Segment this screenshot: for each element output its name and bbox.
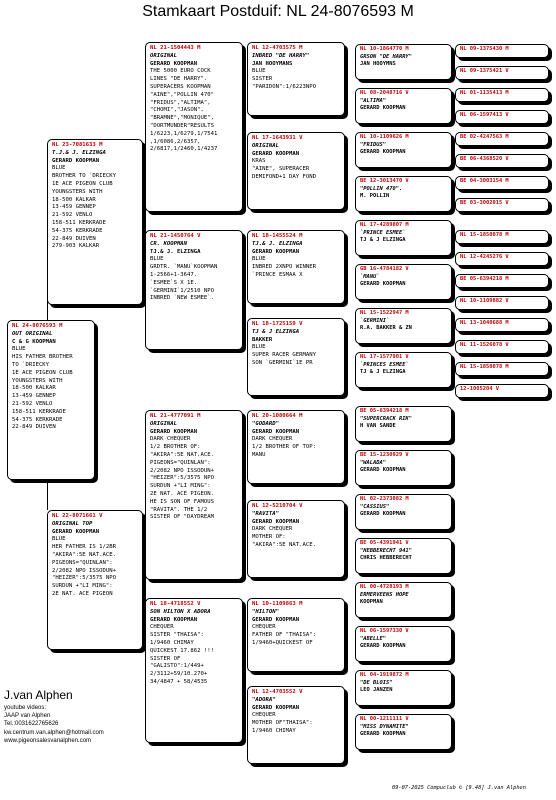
pigeon-note: BLUE xyxy=(252,68,266,75)
pigeon-note: `GERMINI`1/2510 NPO xyxy=(150,287,214,294)
pigeon-note: 1-2566+1-3647. xyxy=(150,271,198,278)
pigeon-note: CHEQUER xyxy=(252,624,276,631)
pigeon-card-g4[interactable] xyxy=(355,538,452,574)
pigeon-card-g4[interactable] xyxy=(355,626,452,662)
pigeon-note: DARK CHEQUER xyxy=(252,436,293,443)
pigeon-card-g4[interactable] xyxy=(355,406,452,442)
pigeon-note: "DORTMUNDER"RESULTS xyxy=(150,122,214,129)
pigeon-note: HIS FATHER BROTHER xyxy=(12,354,73,361)
ring-number: NL 15-1850078 M xyxy=(460,232,509,238)
owner-name: JAN HOOYMANS xyxy=(252,60,293,67)
pigeon-note: PIGEONS="QUINLAN": xyxy=(150,459,211,466)
pigeon-name: `PRINCES ESMEE` xyxy=(360,361,409,368)
pigeon-card-mm[interactable] xyxy=(145,598,243,743)
pigeon-name: "MISS DYNAMITE" xyxy=(360,723,409,730)
ring-number: NL 17-4289807 M xyxy=(360,222,409,228)
pigeon-note: 1/6223,1/6279,1/7541 xyxy=(150,130,218,137)
pigeon-note: SUPERACERS KOOPMAN xyxy=(150,83,211,90)
pigeon-card-g4[interactable] xyxy=(355,494,452,530)
pigeon-card-g5[interactable] xyxy=(455,230,549,244)
pigeon-note: LINES "DE HARRY". xyxy=(150,76,208,83)
pigeon-card-g4[interactable] xyxy=(355,670,452,706)
pigeon-note: "HEIZER":5/3575 NPO xyxy=(150,475,214,482)
pigeon-note: DARK CHEQUER xyxy=(252,526,293,533)
ring-number: NL 06-1597330 V xyxy=(360,628,409,634)
pigeon-note: 13-459 GENNEP xyxy=(52,204,96,211)
pigeon-card-g5[interactable] xyxy=(455,340,549,354)
ring-number: NL 17-1643931 V xyxy=(252,135,303,141)
pigeon-note: INBRED 2XNPO WINNER xyxy=(252,264,316,271)
pigeon-note: 18-500 KALKAR xyxy=(12,385,56,392)
owner-name: GERARD KOOPMAN xyxy=(52,157,100,164)
pigeon-card-g5[interactable] xyxy=(455,274,549,288)
ring-number: NL 06-1597413 V xyxy=(460,112,509,118)
pigeon-name: CR. KOOPMAN xyxy=(150,240,188,247)
ring-number: BE 03-3002015 V xyxy=(460,200,509,206)
pigeon-note: BLUE xyxy=(252,256,266,263)
pigeon-note: 1/2 BROTHER OF: xyxy=(150,444,201,451)
pigeon-note: QUICKEST 17.862 !!! xyxy=(150,647,214,654)
pigeon-note: "AKIRA":5E NAT.ACE. xyxy=(150,451,214,458)
pigeon-note: `PRINCE ESMAA X xyxy=(252,271,303,278)
ring-number: NL 10-1109626 M xyxy=(360,134,409,140)
pigeon-card-fmf[interactable] xyxy=(247,230,345,304)
owner-name: GERARD KOOPMAN xyxy=(360,511,406,518)
owner-name: GERARD KOOPMAN xyxy=(252,150,300,157)
pigeon-name: "HILTON" xyxy=(252,608,279,615)
pigeon-note: SISTER OF "DAYDREAM xyxy=(150,514,214,521)
pigeon-note: TO `DRIECKY xyxy=(12,361,50,368)
pigeon-note: HER FATHER IS 1/2BR xyxy=(52,544,116,551)
connector xyxy=(47,480,48,510)
pigeon-note: 18-500 KALKAR xyxy=(52,196,96,203)
pigeon-note: "PARIDON":1/6223NPO xyxy=(252,83,316,90)
page-title: Stamkaart Postduif: NL 24-8076593 M xyxy=(142,3,414,20)
ring-number: BE 02-4247563 M xyxy=(460,134,509,140)
owner-name: GERARD KOOPMAN xyxy=(252,616,300,623)
pigeon-card-fff[interactable] xyxy=(247,42,345,116)
owner-name: TJ.& J. ELZINGA xyxy=(150,248,201,255)
footer-line: youtube videos: xyxy=(4,705,47,711)
pigeon-card-ffm[interactable] xyxy=(247,132,345,210)
pigeon-name: "RAVITA" xyxy=(252,510,279,517)
pigeon-card-mfm[interactable] xyxy=(247,500,345,578)
ring-number: NL 10-1109863 M xyxy=(252,601,303,607)
pigeon-name: "SUPERCRACK RIK" xyxy=(360,415,412,422)
pigeon-name: "FRIDUS" xyxy=(360,141,386,148)
footer-brand: J.van Alphen xyxy=(4,688,73,702)
footer-website[interactable]: www.pigeonsalesvanalphen.com xyxy=(4,737,92,744)
ring-number: NL 23-7081633 M xyxy=(52,142,103,148)
pigeon-card-mf[interactable] xyxy=(145,410,243,580)
pigeon-card-g5[interactable] xyxy=(455,318,549,332)
pigeon-card-g4[interactable] xyxy=(355,132,452,168)
ring-number: NL 24-8076593 M xyxy=(12,323,63,329)
ring-number: 12-1005204 V xyxy=(460,386,499,392)
print-stamp: 09-07-2025 Compuclub © [9.48] J.van Alphen xyxy=(392,785,526,791)
pigeon-card-fmm[interactable] xyxy=(247,318,345,396)
pigeon-note: KRAS xyxy=(252,158,266,165)
ring-number: NL 10-1109882 V xyxy=(460,298,509,304)
pigeon-note: BLUE xyxy=(252,344,266,351)
pigeon-note: "RAVITA". THE 1/2 xyxy=(150,506,208,513)
ring-number: NL 04-1919872 M xyxy=(360,672,409,678)
pigeon-card-g4[interactable] xyxy=(355,44,452,80)
pigeon-name: T.J.& J. ELZINGA xyxy=(52,149,106,156)
pigeon-note: "FRIDUS","ALTIMA", xyxy=(150,99,211,106)
pigeon-note: 34/4847 + 58/4535 xyxy=(150,678,208,685)
pigeon-note: 158-511 KERKRADE xyxy=(52,219,106,226)
ring-number: NL 21-4777091 M xyxy=(150,413,201,419)
ring-number: NL 02-2373082 M xyxy=(360,496,409,502)
pigeon-card-g4[interactable] xyxy=(355,450,452,486)
pigeon-note: GRDTR. `MANU`KOOPMAN xyxy=(150,264,218,271)
pigeon-card-subject[interactable] xyxy=(7,320,95,480)
pigeon-note: ,1/6086,2/6357, xyxy=(150,138,201,145)
pigeon-name: GRSON "DE HARRY" xyxy=(360,53,412,60)
owner-name: GERARD KOOPMAN xyxy=(150,616,198,623)
ring-number: NL 09-1375430 M xyxy=(460,46,509,52)
pigeon-name: "GODARD" xyxy=(252,420,279,427)
ring-number: NL 20-1080664 M xyxy=(252,413,303,419)
owner-name: GERARD KOOPMAN xyxy=(252,704,300,711)
pigeon-name: "WALADA" xyxy=(360,459,386,466)
pigeon-card-g5[interactable] xyxy=(455,362,549,376)
owner-name: TJ & J ELZINGA xyxy=(360,237,406,244)
pigeon-name: ORIGINAL TOP xyxy=(52,520,93,527)
pigeon-note: THE 5000 EURO COCK xyxy=(150,68,211,75)
pigeon-note: SURDUN +"LI MING": xyxy=(150,483,211,490)
pigeon-card-g4[interactable] xyxy=(355,352,452,388)
pigeon-note: "CHOMI","JASON", xyxy=(150,107,204,114)
pigeon-name: "ADORA" xyxy=(252,696,276,703)
pigeon-name: ORIGINAL xyxy=(150,420,177,427)
ring-number: BE 06-4368520 V xyxy=(460,156,509,162)
pigeon-name: TJ.& J. ELZINGA xyxy=(252,240,303,247)
pigeon-card-g4[interactable] xyxy=(355,220,452,256)
pigeon-note: CHEQUER xyxy=(150,624,174,631)
pigeon-note: "AKIRA":5E NAT.ACE. xyxy=(52,551,116,558)
pigeon-note: 54-375 KERKRADE xyxy=(12,416,63,423)
pigeon-card-g5[interactable] xyxy=(455,296,549,310)
pigeon-note: YOUNGSTERS WITH xyxy=(12,377,63,384)
pigeon-name: `PRINCE ESMEE` xyxy=(360,229,406,236)
pigeon-note: 2E NAT. ACE PIGEON xyxy=(52,590,113,597)
pigeon-note: SISTER "THAISA": xyxy=(150,632,204,639)
pigeon-note: SISTER OF xyxy=(150,655,181,662)
ring-number: NL 00-4728193 M xyxy=(360,584,409,590)
pigeon-note: BLUE xyxy=(52,536,66,543)
pigeon-card-g5[interactable] xyxy=(455,66,549,80)
pigeon-note: "BRAMNE","MONIQUE", xyxy=(150,115,214,122)
pigeon-card-ff[interactable] xyxy=(145,42,243,212)
pigeon-name: ORIGINAL xyxy=(252,142,279,149)
pigeon-note: 2/3112+59/10.270+ xyxy=(150,671,208,678)
pigeon-note: "AKIRA":5E NAT.ACE. xyxy=(252,541,316,548)
pigeon-card-g4[interactable] xyxy=(355,88,452,124)
ring-number: NL 13-1040688 M xyxy=(460,320,509,326)
ring-number: NL 10-1864770 M xyxy=(360,46,409,52)
pigeon-name: "ABELLE" xyxy=(360,635,386,642)
pigeon-name: `GERMINI` xyxy=(360,317,390,324)
ring-number: BE 05-4391941 V xyxy=(360,540,409,546)
pigeon-name: "CASSIUS" xyxy=(360,503,390,510)
pigeon-card-g5[interactable] xyxy=(455,44,549,58)
pigeon-note: 158-511 KERKRADE xyxy=(12,408,66,415)
ring-number: BE 05-6394218 M xyxy=(460,276,509,282)
ring-number: NL 12-4703552 V xyxy=(252,689,303,695)
pigeon-card-g5[interactable] xyxy=(455,198,549,212)
ring-number: NL 18-1725159 V xyxy=(252,321,303,327)
pigeon-note: MOTHER OF: xyxy=(252,534,286,541)
pigeon-note: 21-592 VENLO xyxy=(52,212,93,219)
pigeon-card-g5[interactable] xyxy=(455,88,549,102)
footer-phone: Tel.:0031622765626 xyxy=(4,721,59,728)
pigeon-note: 1/9460 CHIMAY xyxy=(252,727,296,734)
pigeon-card-g4[interactable] xyxy=(355,714,452,750)
pigeon-card-g4[interactable] xyxy=(355,176,452,212)
owner-name: KOOPMAN xyxy=(360,599,383,606)
pigeon-note: 2/6817,1/2460,1/4237 xyxy=(150,146,218,153)
pigeon-note: 13-459 GENNEP xyxy=(12,393,56,400)
owner-name: H VAN SANDE xyxy=(360,423,396,430)
pigeon-name: OUT ORIGINAL xyxy=(12,330,53,337)
pigeon-note: CHEQUER xyxy=(252,712,276,719)
owner-name: JAN HOOYMNS xyxy=(360,61,396,68)
ring-number: NL 15-1850078 M xyxy=(460,364,509,370)
pigeon-note: 22-849 DUIVEN xyxy=(12,424,56,431)
pigeon-note: SON `GERMINI`1E PR xyxy=(252,359,313,366)
owner-name: GERARD KOOPMAN xyxy=(52,528,100,535)
owner-name: LEO JANZEN xyxy=(360,687,393,694)
ring-number: NL 11-1526078 V xyxy=(460,342,509,348)
ring-number: NL 21-1504443 M xyxy=(150,45,201,51)
pigeon-card-mother[interactable] xyxy=(47,510,143,650)
pigeon-note: "AINE","POLLIN 470" xyxy=(150,91,214,98)
pigeon-note: MANU xyxy=(252,451,266,458)
ring-number: BE 15-1230929 V xyxy=(360,452,409,458)
pigeon-note: DEMIFOND+1 DAY FOND xyxy=(252,173,316,180)
ring-number: NL 15-1522947 M xyxy=(360,310,409,316)
pigeon-note: 2/2082 NPO ISSODUN+ xyxy=(150,467,214,474)
pigeon-name: INBRED "DE HARRY" xyxy=(252,52,310,59)
ring-number: NL 18-4718552 V xyxy=(150,601,201,607)
pigeon-name: SON HILTON X ADORA xyxy=(150,608,211,615)
pigeon-note: "AINE", SUPERACER xyxy=(252,166,310,173)
owner-name: GERARD KOOPMAN xyxy=(150,428,198,435)
pigeon-card-g5[interactable] xyxy=(455,154,549,168)
footer-line: JAAP van Alphen xyxy=(4,713,51,720)
pigeon-name: "POLLIN 470". xyxy=(360,185,403,192)
owner-name: CHRIS HEBBERECHT xyxy=(360,555,412,562)
ring-number: BE 12-3013470 V xyxy=(360,178,409,184)
ring-number: NL 12-4703575 M xyxy=(252,45,303,51)
pigeon-note: FATHER OF "THAISA": xyxy=(252,632,316,639)
pigeon-note: 2/2082 NPO ISSODUN+ xyxy=(52,567,116,574)
owner-name: GERARD KOOPMAN xyxy=(360,105,406,112)
pigeon-card-father[interactable] xyxy=(47,139,143,305)
ring-number: NL 12-5210704 V xyxy=(252,503,303,509)
pigeon-note: INBRED `NEW ESMEE`. xyxy=(150,295,214,302)
owner-name: GERARD KOOPMAN xyxy=(252,518,300,525)
owner-name: GERARD KOOPMAN xyxy=(252,248,300,255)
owner-name: TJ & J ELZINGA xyxy=(360,369,406,376)
pigeon-note: BLUE xyxy=(150,256,164,263)
pigeon-note: 279-903 KALKAR xyxy=(52,243,100,250)
pigeon-card-g5[interactable] xyxy=(455,252,549,266)
ring-number: NL 01-1135413 M xyxy=(460,90,509,96)
ring-number: BE 05-6394218 M xyxy=(360,408,409,414)
pigeon-note: 1E ACE PIGEON CLUB xyxy=(12,369,73,376)
pigeon-note: SUPER RACER GERMANY xyxy=(252,352,316,359)
pigeon-card-g4[interactable] xyxy=(355,308,452,344)
owner-name: C & G KOOPMAN xyxy=(12,338,56,345)
ring-number: NL 21-1450764 V xyxy=(150,233,201,239)
pigeon-name: "ALTIMA" xyxy=(360,97,386,104)
pigeon-note: "GALISTO":1/449+ xyxy=(150,663,204,670)
pigeon-card-g5[interactable] xyxy=(455,176,549,190)
pigeon-note: MOTHER OF"THAISA": xyxy=(252,720,313,727)
ring-number: NL 08-2048716 V xyxy=(360,90,409,96)
pigeon-name: ORIGINAL xyxy=(150,52,177,59)
pigeon-note: 54-375 KERKRADE xyxy=(52,227,103,234)
owner-name: BAKKER xyxy=(252,336,273,343)
owner-name: GERARD KOOPMAN xyxy=(360,149,406,156)
pigeon-note: 22-849 DUIVEN xyxy=(52,235,96,242)
pigeon-note: 1E ACE PIGEON CLUB xyxy=(52,180,113,187)
owner-name: GERARD KOOPMAN xyxy=(360,467,406,474)
pigeon-card-g5[interactable] xyxy=(455,110,549,124)
pigeon-note: SURDUN +"LI MING": xyxy=(52,583,113,590)
pigeon-note: BROTHER TO `DRIECKY xyxy=(52,173,116,180)
pigeon-card-g5[interactable] xyxy=(455,132,549,146)
owner-name: GERARD KOOPMAN xyxy=(360,731,406,738)
owner-name: M. POLLIN xyxy=(360,193,390,200)
pigeon-note: PIGEONS="QUINLAN": xyxy=(52,559,113,566)
pigeon-card-mmm[interactable] xyxy=(247,686,345,764)
pigeon-card-g4[interactable] xyxy=(355,264,452,300)
pigeon-note: 2E NAT. ACE PIGEON. xyxy=(150,490,214,497)
owner-name: GERARD KOOPMAN xyxy=(150,60,198,67)
pigeon-note: SISTER xyxy=(252,76,273,83)
pigeon-note: BLUE xyxy=(52,165,66,172)
pigeon-note: DARK CHEQUER xyxy=(150,436,191,443)
footer-email[interactable]: kw.centrum.van.alphen@hotmail.com xyxy=(4,729,104,736)
pigeon-name: "HEBBERECHT 941" xyxy=(360,547,412,554)
pigeon-name: TJ & J ELZINGA xyxy=(252,328,300,335)
owner-name: GERARD KOOPMAN xyxy=(360,281,406,288)
pigeon-name: `MANU` xyxy=(360,273,380,280)
ring-number: NL 12-4245276 V xyxy=(460,254,509,260)
pigeon-name: ERMERVEENS HOPE xyxy=(360,591,409,598)
pigeon-note: 1/2 BROTHER OF TOP: xyxy=(252,444,316,451)
footer xyxy=(4,688,104,745)
pigeon-note: "HEIZER":5/3575 NPO xyxy=(52,575,116,582)
ring-number: NL 00-1211111 V xyxy=(360,716,409,722)
ring-number: NL 18-1455524 M xyxy=(252,233,303,239)
pigeon-note: YOUNGSTERS WITH xyxy=(52,188,103,195)
owner-name: GERARD KOOPMAN xyxy=(252,428,300,435)
pigeon-card-mff[interactable] xyxy=(247,410,345,484)
pigeon-note: 1/9460+QUICKEST OF xyxy=(252,639,313,646)
pigeon-note: `ESMEE`S X 1E. xyxy=(150,279,198,286)
pigeon-card-mmf[interactable] xyxy=(247,598,345,672)
pigeon-card-g4[interactable] xyxy=(355,582,452,618)
pigeon-note: BLUE xyxy=(12,346,26,353)
pigeon-note: 21-592 VENLO xyxy=(12,400,53,407)
ring-number: GB 16-4784182 V xyxy=(360,266,409,272)
ring-number: NL 09-1375421 V xyxy=(460,68,509,74)
owner-name: R.A. BAKKER & ZN xyxy=(360,325,412,332)
ring-number: BE 04-3003154 M xyxy=(460,178,509,184)
pigeon-note: 1/9460 CHIMAY xyxy=(150,639,194,646)
ring-number: NL 22-8071661 V xyxy=(52,513,103,519)
ring-number: NL 17-1577901 V xyxy=(360,354,409,360)
pigeon-name: "DE BLOIS" xyxy=(360,679,393,686)
pigeon-note: HE IS SON OF FAMOUS xyxy=(150,498,214,505)
pigeon-card-g5[interactable] xyxy=(455,384,549,398)
pigeon-card-fm[interactable] xyxy=(145,230,243,350)
owner-name: GERARD KOOPMAN xyxy=(360,643,406,650)
